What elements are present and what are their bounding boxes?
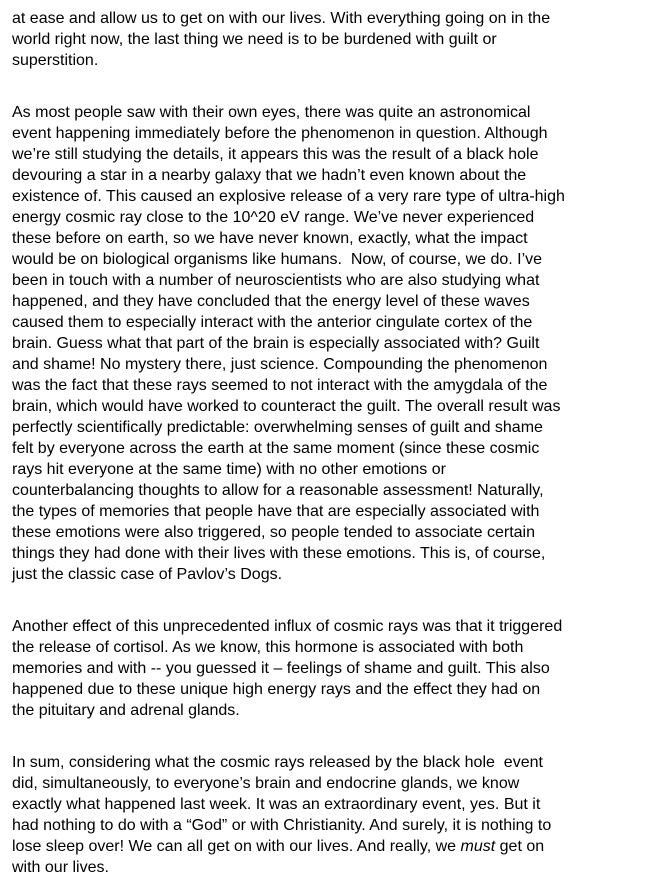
text-line: just the classic case of Pavlov’s Dogs. <box>12 566 283 583</box>
text-line: we’re still studying the details, it appears this was the result of a black hole <box>12 146 539 163</box>
text-line: superstition. <box>12 52 99 69</box>
text-line: brain. Guess what that part of the brain is especially associated with? Guilt <box>12 335 540 352</box>
paragraph-4 <box>12 752 650 878</box>
text-segment: get on <box>495 838 545 855</box>
paragraph-1 <box>12 8 650 71</box>
text-line: In sum, considering what the cosmic rays released by the black hole event <box>12 754 543 771</box>
text-line: perfectly scientifically predictable: overwhelming senses of guilt and shame <box>12 419 543 436</box>
text-line: rays hit everyone at the same time) with no other emotions or <box>12 461 446 478</box>
text-line: felt by everyone across the earth at the same moment (since these cosmic <box>12 440 540 457</box>
text-line: happened due to these unique high energy rays and the effect they had on <box>12 681 541 698</box>
text-line: had nothing to do with a “God” or with Christianity. And surely, it is nothing to <box>12 817 552 834</box>
text-line: As most people saw with their own eyes, there was quite an astronomical <box>12 104 531 121</box>
text-line: exactly what happened last week. It was an extraordinary event, yes. But it <box>12 796 541 813</box>
text-line: caused them to especially interact with the anterior cingulate cortex of the <box>12 314 533 331</box>
text-line: been in touch with a number of neuroscientists who are also studying what <box>12 272 540 289</box>
text-line: devouring a star in a nearby galaxy that we hadn’t even known about the <box>12 167 527 184</box>
text-line: energy cosmic ray close to the 10^20 eV range. We’ve never experienced <box>12 209 535 226</box>
text-line: did, simultaneously, to everyone’s brain and endocrine glands, we know <box>12 775 520 792</box>
text-line: was the fact that these rays seemed to not interact with the amygdala of the <box>12 377 548 394</box>
text-line: event happening immediately before the phenomenon in question. Although <box>12 125 548 142</box>
text-line: these emotions were also triggered, so people tended to associate certain <box>12 524 535 541</box>
text-line: counterbalancing thoughts to allow for a reasonable assessment! Naturally, <box>12 482 544 499</box>
text-line: existence of. This caused an explosive release of a very rare type of ultra-high <box>12 188 565 205</box>
text-line: Another effect of this unprecedented influx of cosmic rays was that it triggered <box>12 618 563 635</box>
text-line: with our lives. <box>12 859 109 876</box>
text-line: at ease and allow us to get on with our lives. With everything going on in the <box>12 10 551 27</box>
text-line: the types of memories that people have that are especially associated with <box>12 503 540 520</box>
text-line: the pituitary and adrenal glands. <box>12 702 240 719</box>
paragraph-2 <box>12 102 650 585</box>
document-body <box>12 8 650 878</box>
text-line: these before on earth, so we have never known, exactly, what the impact <box>12 230 528 247</box>
text-line: things they had done with their lives with these emotions. This is, of course, <box>12 545 546 562</box>
text-line: and shame! No mystery there, just science. Compounding the phenomenon <box>12 356 548 373</box>
emphasized-word: must <box>460 838 496 855</box>
text-line: world right now, the last thing we need is to be burdened with guilt or <box>12 31 497 48</box>
text-line: would be on biological organisms like humans. Now, of course, we do. I’ve <box>12 251 543 268</box>
text-line <box>12 836 650 857</box>
text-line: memories and with -- you guessed it – feelings of shame and guilt. This also <box>12 660 550 677</box>
text-line: happened, and they have concluded that the energy level of these waves <box>12 293 530 310</box>
paragraph-3 <box>12 616 650 721</box>
text-segment: lose sleep over! We can all get on with our lives. And really, we <box>12 838 461 855</box>
text-line: the release of cortisol. As we know, this hormone is associated with both <box>12 639 524 656</box>
text-line: brain, which would have worked to counteract the guilt. The overall result was <box>12 398 561 415</box>
